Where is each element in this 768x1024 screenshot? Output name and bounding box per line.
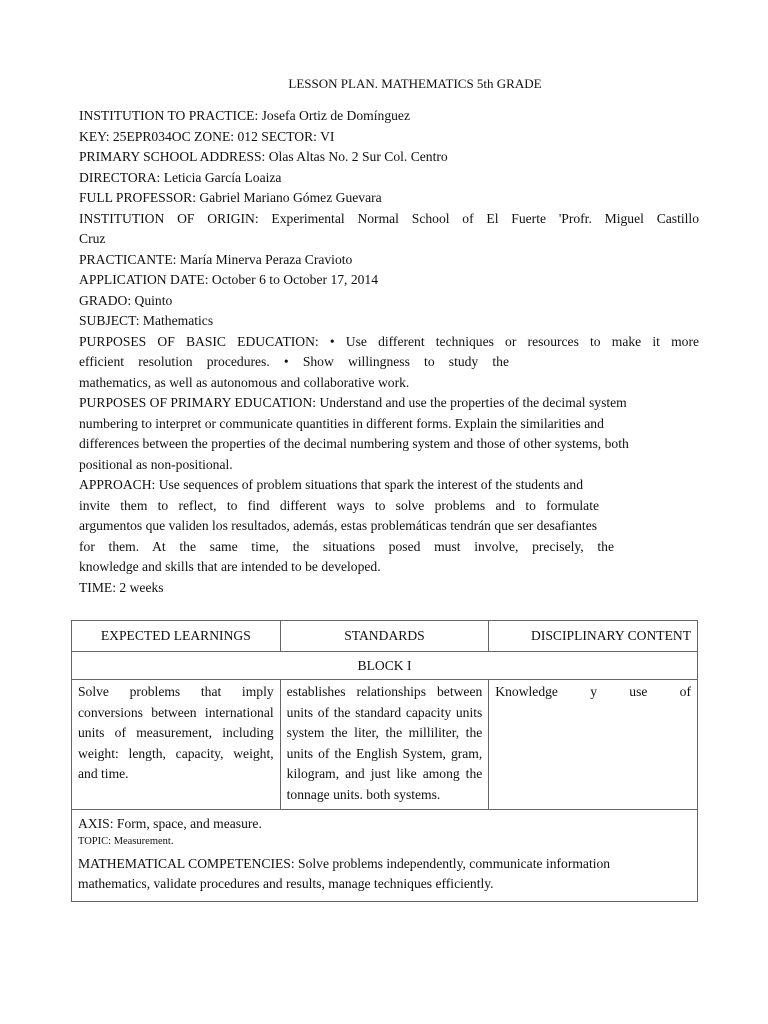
professor-line: FULL PROFESSOR: Gabriel Mariano Gómez Guevara: [79, 190, 382, 205]
header-standards: STANDARDS: [280, 621, 489, 652]
subject-line: SUBJECT: Mathematics: [79, 313, 214, 328]
header-expected-learnings: EXPECTED LEARNINGS: [72, 621, 281, 652]
axis-row: [72, 810, 698, 902]
primary-purposes-line-4: positional as non-positional.: [79, 456, 233, 472]
practicante-line: PRACTICANTE: María Minerva Peraza Cravioto: [79, 251, 353, 267]
primary-purposes-line-2: numbering to interpret or communicate quantities in different forms. Explain the similarities and: [79, 415, 604, 431]
basic-purposes-line-2: efficient resolution procedures. • Show willingness to study the: [79, 354, 509, 369]
application-date-line: APPLICATION DATE: October 6 to October 17, 2014: [79, 272, 379, 287]
table-row: [72, 680, 698, 810]
approach-line-5: knowledge and skills that are intended to be developed.: [79, 559, 381, 574]
block-row: [72, 652, 698, 680]
lesson-header: [79, 106, 699, 598]
approach-line-4: for them. At the same time, the situations posed must involve, precisely, the: [79, 538, 614, 554]
basic-purposes-line-3: mathematics, as well as autonomous and collaborative work.: [79, 374, 410, 390]
standards-cell: establishes relationships between units of the standard capacity units system the liter, the milliliter, the units of the English System, gram, kilogram, and just like among the tonnage units. both systems.: [280, 680, 489, 810]
axis-text: AXIS: Form, space, and measure.: [78, 816, 262, 831]
primary-purposes-line-3: differences between the properties of the decimal numbering system and those of other systems, both: [79, 436, 629, 451]
header-disciplinary-content: DISCIPLINARY CONTENT: [489, 621, 698, 652]
approach-line-3: argumentos que validen los resultados, además, estas problemáticas tendrán que ser desafiantes: [79, 518, 598, 533]
origin-line-cont: Cruz: [79, 231, 106, 246]
institution-line: INSTITUTION TO PRACTICE: Josefa Ortiz de Domínguez: [79, 108, 410, 123]
axis-cell: [72, 810, 698, 902]
address-line: PRIMARY SCHOOL ADDRESS: Olas Altas No. 2 Sur Col. Centro: [79, 149, 448, 164]
approach-line-1: APPROACH: Use sequences of problem situations that spark the interest of the students and: [79, 477, 584, 492]
lesson-table: [71, 620, 698, 902]
table-header-row: [72, 621, 698, 652]
basic-purposes-line-1: PURPOSES OF BASIC EDUCATION: • Use different techniques or resources to make it more: [79, 333, 699, 349]
key-line: KEY: 25EPR034OC ZONE: 012 SECTOR: VI: [79, 128, 335, 144]
time-line: TIME: 2 weeks: [79, 579, 164, 595]
disciplinary-content-cell: Knowledge y use of: [489, 680, 698, 810]
page-title: LESSON PLAN. MATHEMATICS 5th GRADE: [288, 76, 542, 91]
grado-line: GRADO: Quinto: [79, 292, 173, 308]
competencies-line-1: MATHEMATICAL COMPETENCIES: Solve problems independently, communicate information: [78, 855, 611, 871]
primary-purposes-line-1: PURPOSES OF PRIMARY EDUCATION: Understand and use the properties of the decimal system: [79, 395, 627, 410]
competencies-line-2: mathematics, validate procedures and results, manage techniques efficiently.: [78, 876, 494, 891]
block-label: BLOCK I: [72, 652, 698, 680]
approach-line-2: invite them to reflect, to find different ways to solve problems and to formulate: [79, 497, 599, 513]
topic-text: TOPIC: Measurement.: [78, 835, 174, 847]
origin-line: INSTITUTION OF ORIGIN: Experimental Normal School of El Fuerte 'Profr. Miguel Castillo: [79, 210, 699, 226]
expected-learnings-cell: Solve problems that imply conversions between international units of measurement, including weight: length, capacity, weight, and time.: [72, 680, 281, 810]
director-line: DIRECTORA: Leticia García Loaiza: [79, 169, 282, 185]
